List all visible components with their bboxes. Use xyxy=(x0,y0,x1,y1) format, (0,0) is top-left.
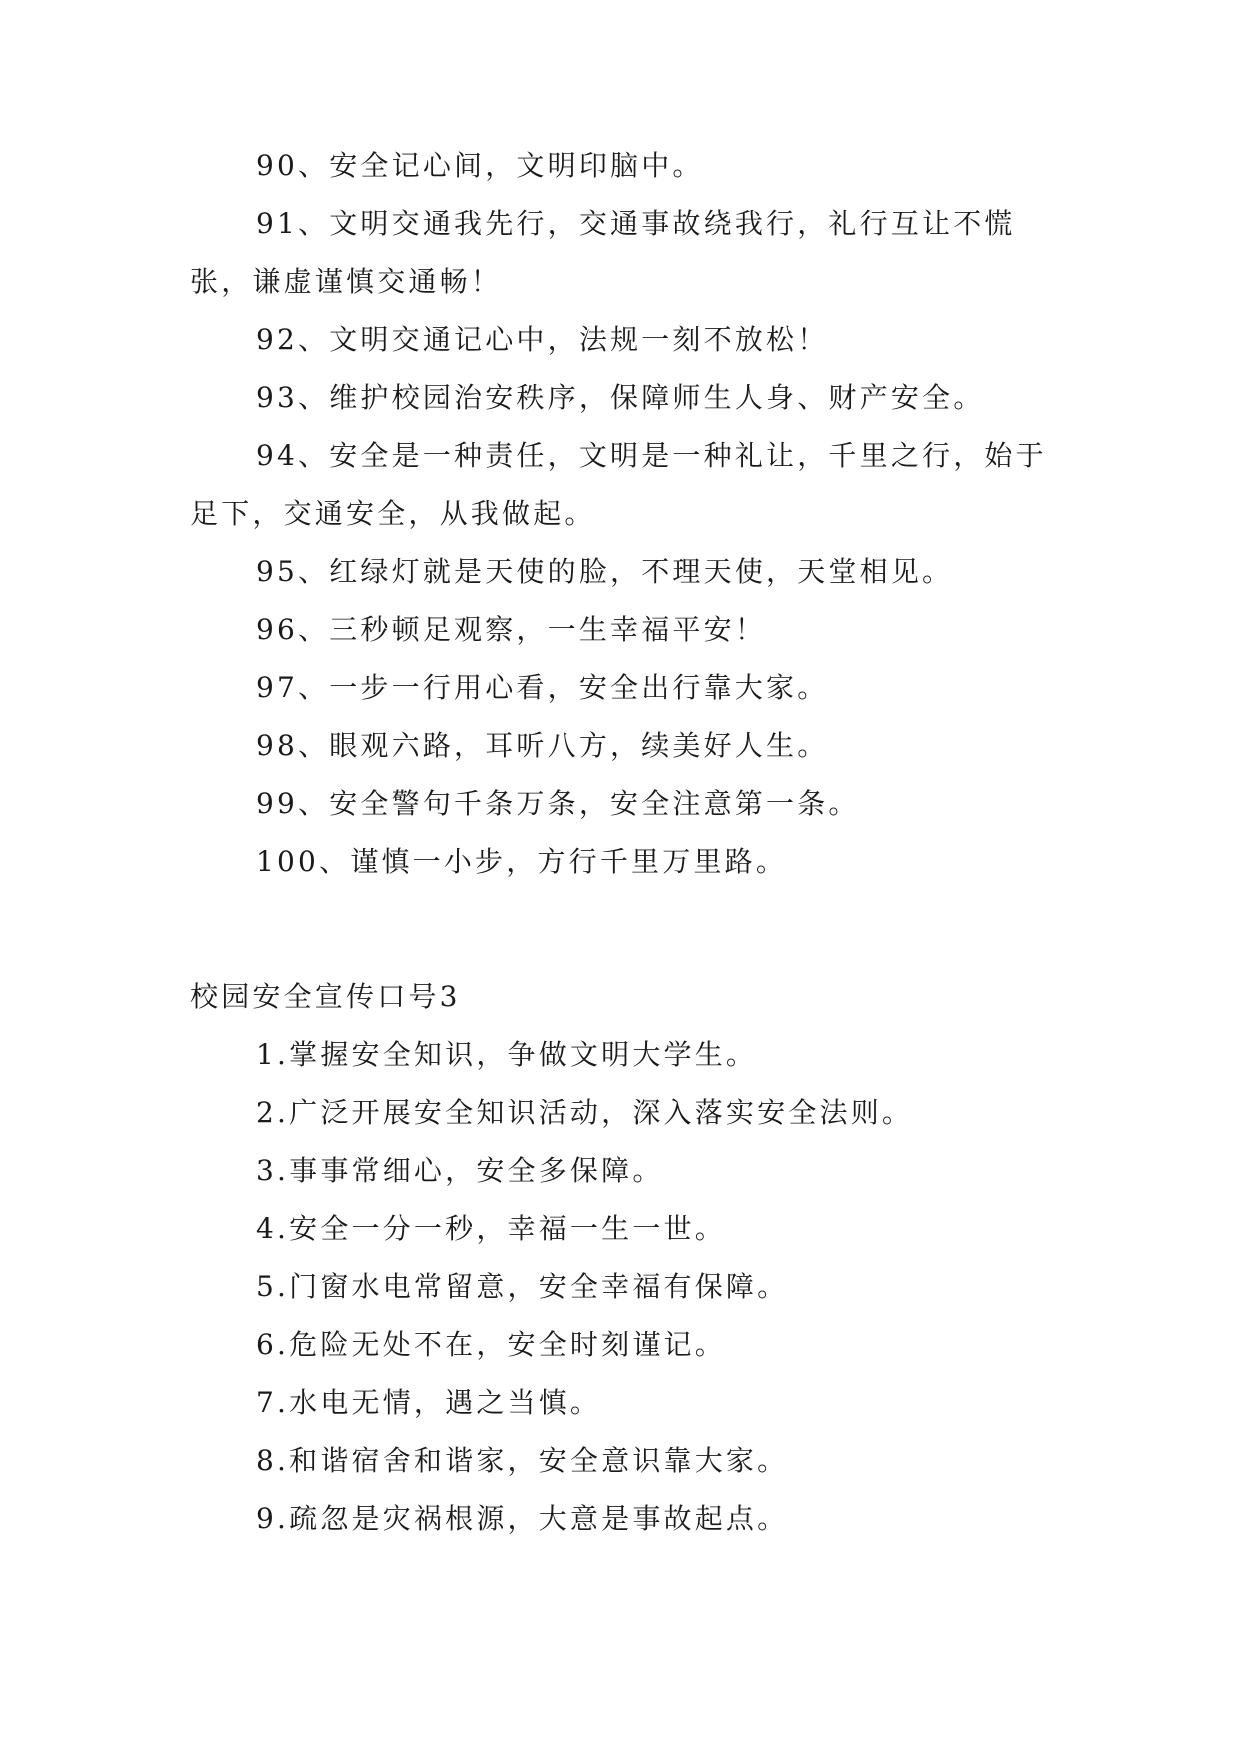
slogan-item-3: 3.事事常细心，安全多保障。 xyxy=(256,1154,664,1187)
slogan-item-6: 6.危险无处不在，安全时刻谨记。 xyxy=(256,1328,726,1361)
slogan-item-1: 1.掌握安全知识，争做文明大学生。 xyxy=(256,1038,758,1071)
slogan-item-91: 91、文明交通我先行，交通事故绕我行，礼行互让不慌张，谦虚谨慎交通畅！ xyxy=(190,207,1016,298)
slogan-item-98: 98、眼观六路，耳听八方，续美好人生。 xyxy=(256,729,829,762)
slogan-list-continued xyxy=(190,137,1050,891)
slogan-item-90: 90、安全记心间，文明印脑中。 xyxy=(256,149,704,182)
slogan-item-9: 9.疏忽是灾祸根源，大意是事故起点。 xyxy=(256,1502,789,1535)
slogan-item-2: 2.广泛开展安全知识活动，深入落实安全法则。 xyxy=(256,1096,914,1129)
slogan-section-3 xyxy=(190,968,1050,1548)
slogan-item-97: 97、一步一行用心看，安全出行靠大家。 xyxy=(256,671,829,704)
section-heading: 校园安全宣传口号3 xyxy=(190,980,461,1013)
slogan-item-93: 93、维护校园治安秩序，保障师生人身、财产安全。 xyxy=(256,381,985,414)
slogan-item-7: 7.水电无情，遇之当慎。 xyxy=(256,1386,602,1419)
slogan-item-96: 96、三秒顿足观察，一生幸福平安！ xyxy=(256,613,767,646)
slogan-item-5: 5.门窗水电常留意，安全幸福有保障。 xyxy=(256,1270,789,1303)
slogan-item-99: 99、安全警句千条万条，安全注意第一条。 xyxy=(256,787,860,820)
slogan-item-100: 100、谨慎一小步，方行千里万里路。 xyxy=(256,845,788,878)
slogan-item-8: 8.和谐宿舍和谐家，安全意识靠大家。 xyxy=(256,1444,789,1477)
slogan-item-92: 92、文明交通记心中，法规一刻不放松！ xyxy=(256,323,829,356)
slogan-item-4: 4.安全一分一秒，幸福一生一世。 xyxy=(256,1212,726,1245)
slogan-item-94: 94、安全是一种责任，文明是一种礼让，千里之行，始于足下，交通安全，从我做起。 xyxy=(190,439,1047,530)
slogan-item-95: 95、红绿灯就是天使的脸，不理天使，天堂相见。 xyxy=(256,555,954,588)
